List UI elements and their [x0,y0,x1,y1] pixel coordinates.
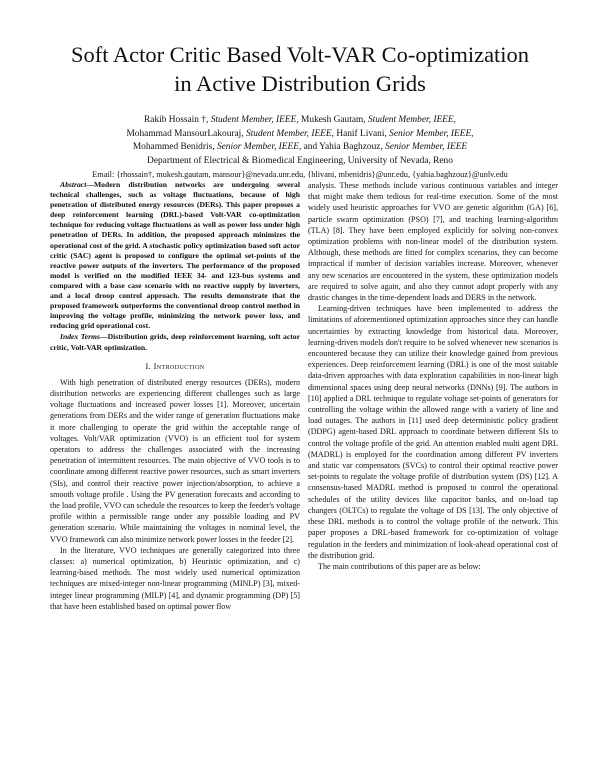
section-heading-introduction: I. Introduction [145,361,205,371]
body-paragraph: With high penetration of distributed energy resources (DERs), modern distribution networks are experiencing different challenges such as large voltage fluctuations and increased power losses [1]. Moreover, uncertain generations from DERs and the wider range of generation fluctuations make it more challenging to operate the grid within the acceptable range of voltages. Volt/VAR optimization (VVO) is an efficient tool for system operators to address the challenges associated with the increasing penetration of intermittent resources. The main objective of VVO tools is to coordinate among different reactive power resources, such as smart inverters (SIs), and control their reactive power injection/absorption, to achieve a smooth voltage profile . Using the PV generation forecasts and according to the load profile, VVO can schedule the resources to keep the feeder's voltage profile within a permissible range under any possible loading and PV generation scenario. While maintaining the voltages in nominal level, the VVO framework can also minimize network power losses in the feeder [2]. [50,377,300,544]
abstract [50,180,300,331]
affiliation: Department of Electrical & Biomedical Engineering, University of Nevada, Reno [147,155,453,166]
author-role: Senior Member, IEEE, [389,128,474,139]
author-line-3 [40,141,560,155]
author-line-1 [40,114,560,128]
author-name: Rakib Hossain †, [144,115,211,125]
left-column [50,180,300,612]
abstract-label: Abstract [60,180,87,189]
author-role: Senior Member, IEEE [385,142,468,152]
author-role: Student Member, IEEE, [210,115,299,125]
author-block [40,114,560,182]
body-paragraph: analysis. These methods include various continuous variables and integer that might make them tedious for real-time execution. Some of the most widely used heuristic approaches for VVO are genetic algorithm (GA) [6], particle swarm optimization (PSO) [7], and teaching learning-algorithm (TLA) [8]. They have been employed explicitly for solving non-convex optimization problems with non-linear model of the distribution system. Although, these methods are fitted for complex scenarios, they can become impractical if number of decision variables increase. Moreover, whenever any new scenarios are encountered in the system, these optimization models are required to solve again, and also they cannot adopt properly with any drastic changes in the time-dependent loads and DERS in the network. [308,181,558,303]
author-role: Student Member, IEEE, [367,115,456,125]
author-line-2 [40,128,560,142]
author-role: Senior Member, IEEE, [216,142,302,152]
body-paragraph: The main contributions of this paper are as below: [318,561,481,571]
body-paragraph: In the literature, VVO techniques are generally categorized into three classes: a) numerical optimization, b) Heuristic optimization, and c) learning-based methods. The most widely used numerical optimization techniques are mixed-integer non-linear programming (MINLP) [3], mixed-integer linear programming (MILP) [4], and dynamic programming (DP) [5] that have been established based on optimal power flow [50,545,300,611]
author-name: Hanif Livani, [333,128,390,139]
paper-title [40,40,560,98]
right-column [308,180,558,572]
email-line: Email: {rhossain†, mukesh.gautam, mansour}@nevada.unr.edu, {hlivani, mbenidris}@unr.edu, {yahia.baghzouz}@unlv.edu [92,170,508,179]
index-terms-label: Index Terms [60,332,100,342]
author-name: and Yahia Baghzouz, [301,142,386,152]
author-name: Mohammad MansourLakouraj, [126,128,246,139]
body-paragraph: Learning-driven techniques have been implemented to address the limitations of aforementioned optimization approaches since they can handle uncertainties by extracting knowledge from historical data. Moreover, learning-driven models don't require to be solved whenever new scenarios is encountered because they can utilize their knowledge gained from previous experiences. Deep reinforcement learning (DRL) is one of the most suitable data-driven approaches with data exploration capabilities in non-linear high dimensional spaces using deep neural networks (DNNs) [9]. The authors in [10] applied a DRL technique to regulate voltage set-points of generators for controlling the voltage within the allowed range with a variety of line and load outages. The authors in [11] used deep deterministic policy gradient (DDPG) agent-based DRL approach to coordinate between different SIs to control the voltage profile of the grid. An attention enabled multi agent DRL (MADRL) is employed for the coordination among different PV inverters and static var compensators (SVCs) to control their optimal reactive power set-points to regulate the voltage profile of distribution system (DS) [12]. A consensus-based MADRL method is proposed to control the operational schedules of the utility devices like capacitor banks, and on-load tap changers (OLTCs) to regulate the voltage of DS [13]. The only objective of these DRL methods is to control the voltage profile of the network. This paper proposes a DRL-based framework for co-optimization of voltage regulation in the feeders and minimization of look-ahead operational cost of the distribution grid. [308,304,558,560]
index-terms [50,332,300,352]
title-line-2: in Active Distribution Grids [174,71,426,96]
index-terms-text: —Distribution grids, deep reinforcement learning, soft actor critic, Volt-VAR optimization. [50,332,300,352]
author-role: Student Member, IEEE, [245,128,334,139]
abstract-text: —Modern distribution networks are undergoing several technical challenges, such as voltage fluctuations, because of high penetration of distributed energy resources (DERs). This paper proposes a deep reinforcement learning (DRL)-based Volt-VAR co-optimization technique for reducing voltage fluctuations as well as power loss under high penetration of DERs. In addition, the proposed approach minimizes the operational cost of the grid. A stochastic policy optimization based soft actor critic (SAC) agent is proposed to configure the optimal set-points of the reactive power outputs of the inverters. The performance of the proposed model is verified on the modified IEEE 34- and 123-bus systems and compared with a base case scenario with no reactive supply by inverters, and a local droop control approach. The results demonstrate that the proposed framework outperforms the conventional droop control method in improving the voltage profile, minimizing the network power loss, and reducing grid operational cost. [50,180,300,331]
title-line-1: Soft Actor Critic Based Volt-VAR Co-optimization [70,42,530,67]
author-name: Mukesh Gautam, [298,115,368,125]
author-name: Mohammed Benidris, [132,142,217,152]
